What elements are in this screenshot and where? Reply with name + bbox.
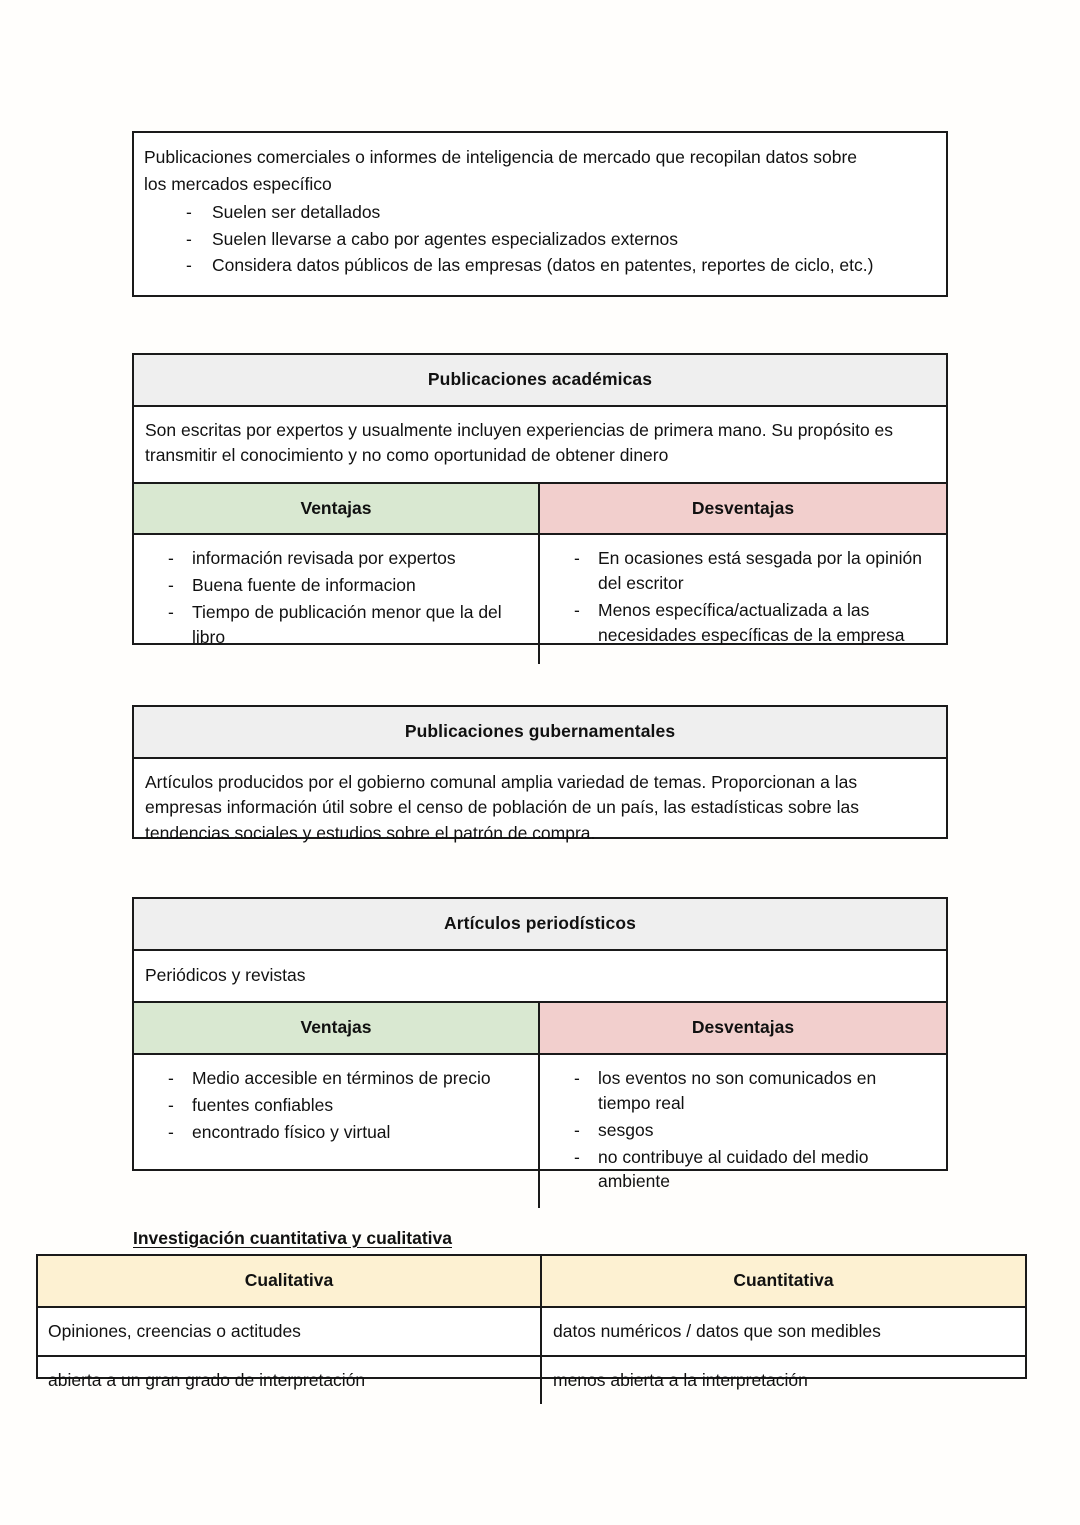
- table-row: [38, 1308, 1025, 1357]
- news-description: Periódicos y revistas: [145, 964, 306, 985]
- list-item: - sesgos: [540, 1118, 932, 1143]
- government-publications-table: [132, 705, 948, 843]
- government-description-row: [134, 759, 946, 859]
- news-subheader-row: [134, 1003, 946, 1055]
- academic-publications-table: [132, 353, 948, 645]
- news-disadvantages-cell: [540, 1055, 946, 1208]
- list-item: - encontrado físico y virtual: [134, 1120, 528, 1145]
- news-advantages-cell: [134, 1055, 540, 1208]
- list-item: - Tiempo de publicación menor que la del libro: [134, 600, 528, 650]
- government-title-row: [134, 707, 946, 759]
- list-item: - Considera datos públicos de las empresas (datos en patentes, reportes de ciclo, etc.): [144, 253, 934, 278]
- academic-lists-row: [134, 535, 946, 663]
- news-table-title: Artículos periodísticos: [134, 899, 946, 949]
- research-cell-quant-2: menos abierta a la interpretación: [553, 1369, 808, 1390]
- commercial-content-cell: [134, 133, 946, 295]
- news-disadvantages-header: Desventajas: [540, 1003, 946, 1053]
- academic-disadvantages-cell: [540, 535, 946, 663]
- list-item: - información revisada por expertos: [134, 546, 528, 571]
- news-articles-table: [132, 897, 948, 1192]
- news-advantages-header: Ventajas: [134, 1003, 540, 1053]
- news-description-row: [134, 951, 946, 1003]
- research-cell-qual-1: Opiniones, creencias o actitudes: [38, 1308, 542, 1355]
- list-item: - Suelen llevarse a cabo por agentes especializados externos: [144, 227, 934, 252]
- academic-table-title: Publicaciones académicas: [134, 355, 946, 405]
- academic-disadvantages-list: [540, 546, 932, 647]
- list-item: - Suelen ser detallados: [144, 200, 934, 225]
- list-item: - fuentes confiables: [134, 1093, 528, 1118]
- academic-advantages-cell: [134, 535, 540, 663]
- academic-disadvantages-header: Desventajas: [540, 484, 946, 534]
- news-lists-row: [134, 1055, 946, 1208]
- research-section-heading: Investigación cuantitativa y cualitativa: [133, 1228, 452, 1248]
- commercial-intro-line-2: los mercados específico: [144, 174, 332, 195]
- list-item: - En ocasiones está sesgada por la opinión del escritor: [540, 546, 932, 596]
- table-row: [38, 1357, 1025, 1404]
- research-header-cuantitativa: Cuantitativa: [542, 1256, 1025, 1306]
- academic-subheader-row: [134, 484, 946, 536]
- government-table-title: Publicaciones gubernamentales: [134, 707, 946, 757]
- commercial-publications-box: [132, 131, 948, 297]
- research-header-cualitativa: Cualitativa: [38, 1256, 542, 1306]
- list-item: - los eventos no son comunicados en tiempo real: [540, 1066, 932, 1116]
- commercial-intro-line-1: Publicaciones comerciales o informes de inteligencia de mercado que recopilan datos sobre: [144, 147, 858, 167]
- research-comparison-table: [36, 1254, 1027, 1390]
- list-item: - Medio accesible en términos de precio: [134, 1066, 528, 1091]
- news-advantages-list: [134, 1066, 528, 1145]
- news-disadvantages-list: [540, 1066, 932, 1194]
- list-item: - Menos específica/actualizada a las necesidades específicas de la empresa: [540, 598, 932, 648]
- academic-advantages-header: Ventajas: [134, 484, 540, 534]
- research-cell-quant-1: datos numéricos / datos que son medibles: [553, 1320, 881, 1341]
- commercial-content-row: [134, 133, 946, 295]
- academic-description: Son escritas por expertos y usualmente incluyen experiencias de primera mano. Su propósito es transmitir el conocimiento y no como oportunidad de obtener dinero: [145, 419, 894, 466]
- research-cell-qual-2: abierta a un gran grado de interpretación: [38, 1357, 542, 1404]
- list-item: - Buena fuente de informacion: [134, 573, 528, 598]
- commercial-bullet-list: [144, 200, 934, 279]
- academic-advantages-list: [134, 546, 528, 649]
- government-description: Artículos producidos por el gobierno comunal amplia variedad de temas. Proporcionan a las empresas información útil sobre el censo de población de un país, las estadísticas sobre las tendencias sociales y estudios sobre el patrón de compra.: [145, 771, 860, 843]
- news-title-row: [134, 899, 946, 951]
- academic-title-row: [134, 355, 946, 407]
- list-item: - no contribuye al cuidado del medio ambiente: [540, 1145, 932, 1195]
- research-header-row: [38, 1256, 1025, 1308]
- academic-description-row: [134, 407, 946, 484]
